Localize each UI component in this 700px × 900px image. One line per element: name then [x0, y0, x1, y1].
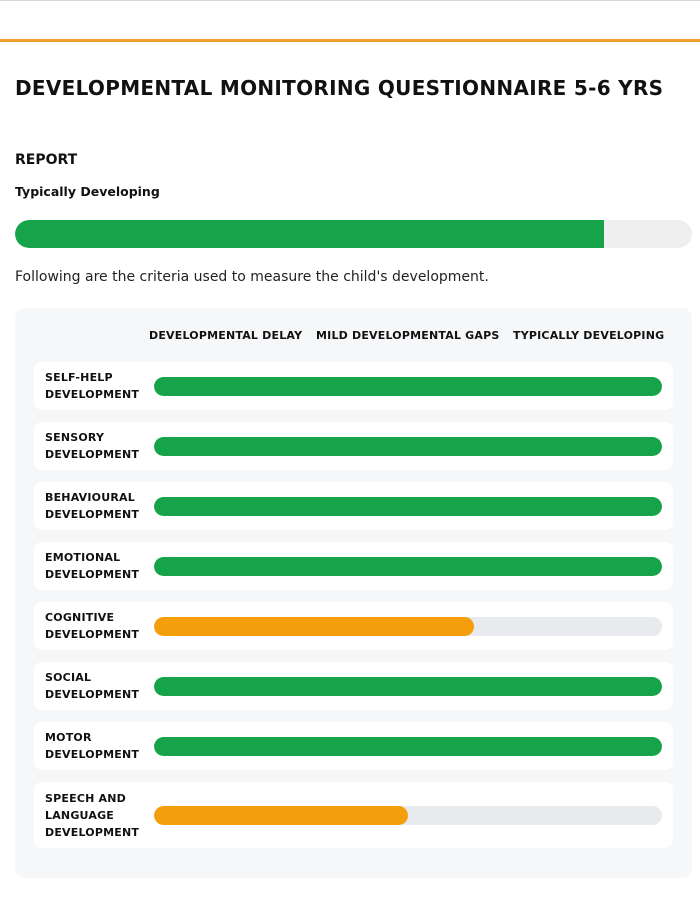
- criteria-label-line: EMOTIONAL: [45, 551, 121, 564]
- overall-progress-track: [15, 220, 692, 248]
- criteria-progress-track: [154, 497, 662, 516]
- criteria-label-line: MOTOR: [45, 731, 92, 744]
- criteria-label-line: SPEECH AND: [45, 791, 126, 805]
- page-title: DEVELOPMENTAL MONITORING QUESTIONNAIRE 5-6 YRS: [15, 76, 664, 100]
- criteria-intro: Following are the criteria used to measure the child's development.: [15, 269, 489, 285]
- overall-progress-fill: [15, 220, 604, 248]
- report-heading: REPORT: [15, 152, 78, 168]
- criteria-progress-track: [154, 677, 662, 696]
- criteria-label: [45, 429, 139, 463]
- criteria-progress-fill: [154, 437, 662, 456]
- criteria-progress-fill: [154, 737, 662, 756]
- criteria-label-line: SENSORY: [45, 431, 105, 444]
- criteria-label-line: DEVELOPMENT: [45, 628, 140, 641]
- criteria-label: [45, 790, 139, 841]
- criteria-label-line: SOCIAL: [45, 671, 92, 684]
- criteria-label: [45, 369, 139, 403]
- criteria-progress-fill: [154, 617, 474, 636]
- criteria-row: [34, 782, 673, 848]
- criteria-progress-track: [154, 806, 662, 825]
- criteria-progress-fill: [154, 677, 662, 696]
- criteria-progress-track: [154, 557, 662, 576]
- criteria-card: [15, 308, 692, 878]
- top-bar: [0, 0, 700, 42]
- report-status: Typically Developing: [15, 184, 160, 199]
- criteria-label-line: LANGUAGE: [45, 808, 115, 822]
- legend-developmental-delay: DEVELOPMENTAL DELAY: [149, 329, 303, 342]
- criteria-row: [34, 602, 673, 650]
- criteria-label: [45, 669, 139, 703]
- criteria-label-line: DEVELOPMENT: [45, 448, 140, 461]
- criteria-label: [45, 549, 139, 583]
- criteria-label-line: DEVELOPMENT: [45, 568, 140, 581]
- legend-mild-developmental-gaps: MILD DEVELOPMENTAL GAPS: [316, 329, 500, 342]
- criteria-label-line: DEVELOPMENT: [45, 688, 140, 701]
- criteria-label: [45, 729, 139, 763]
- criteria-progress-track: [154, 377, 662, 396]
- criteria-progress-track: [154, 737, 662, 756]
- criteria-label-line: DEVELOPMENT: [45, 508, 140, 521]
- criteria-row: [34, 482, 673, 530]
- criteria-progress-fill: [154, 557, 662, 576]
- criteria-label-line: COGNITIVE: [45, 611, 115, 624]
- criteria-label-line: BEHAVIOURAL: [45, 491, 135, 504]
- criteria-progress-fill: [154, 377, 662, 396]
- criteria-row: [34, 662, 673, 710]
- criteria-label-line: DEVELOPMENT: [45, 748, 140, 761]
- criteria-label-line: DEVELOPMENT: [45, 825, 140, 839]
- criteria-progress-fill: [154, 806, 408, 825]
- criteria-row: [34, 362, 673, 410]
- criteria-progress-fill: [154, 497, 662, 516]
- legend-typically-developing: TYPICALLY DEVELOPING: [513, 329, 665, 342]
- criteria-label-line: DEVELOPMENT: [45, 388, 140, 401]
- criteria-label-line: SELF-HELP: [45, 371, 113, 384]
- criteria-progress-track: [154, 617, 662, 636]
- criteria-row: [34, 542, 673, 590]
- criteria-row: [34, 422, 673, 470]
- criteria-label: [45, 609, 139, 643]
- criteria-progress-track: [154, 437, 662, 456]
- criteria-row: [34, 722, 673, 770]
- criteria-label: [45, 489, 139, 523]
